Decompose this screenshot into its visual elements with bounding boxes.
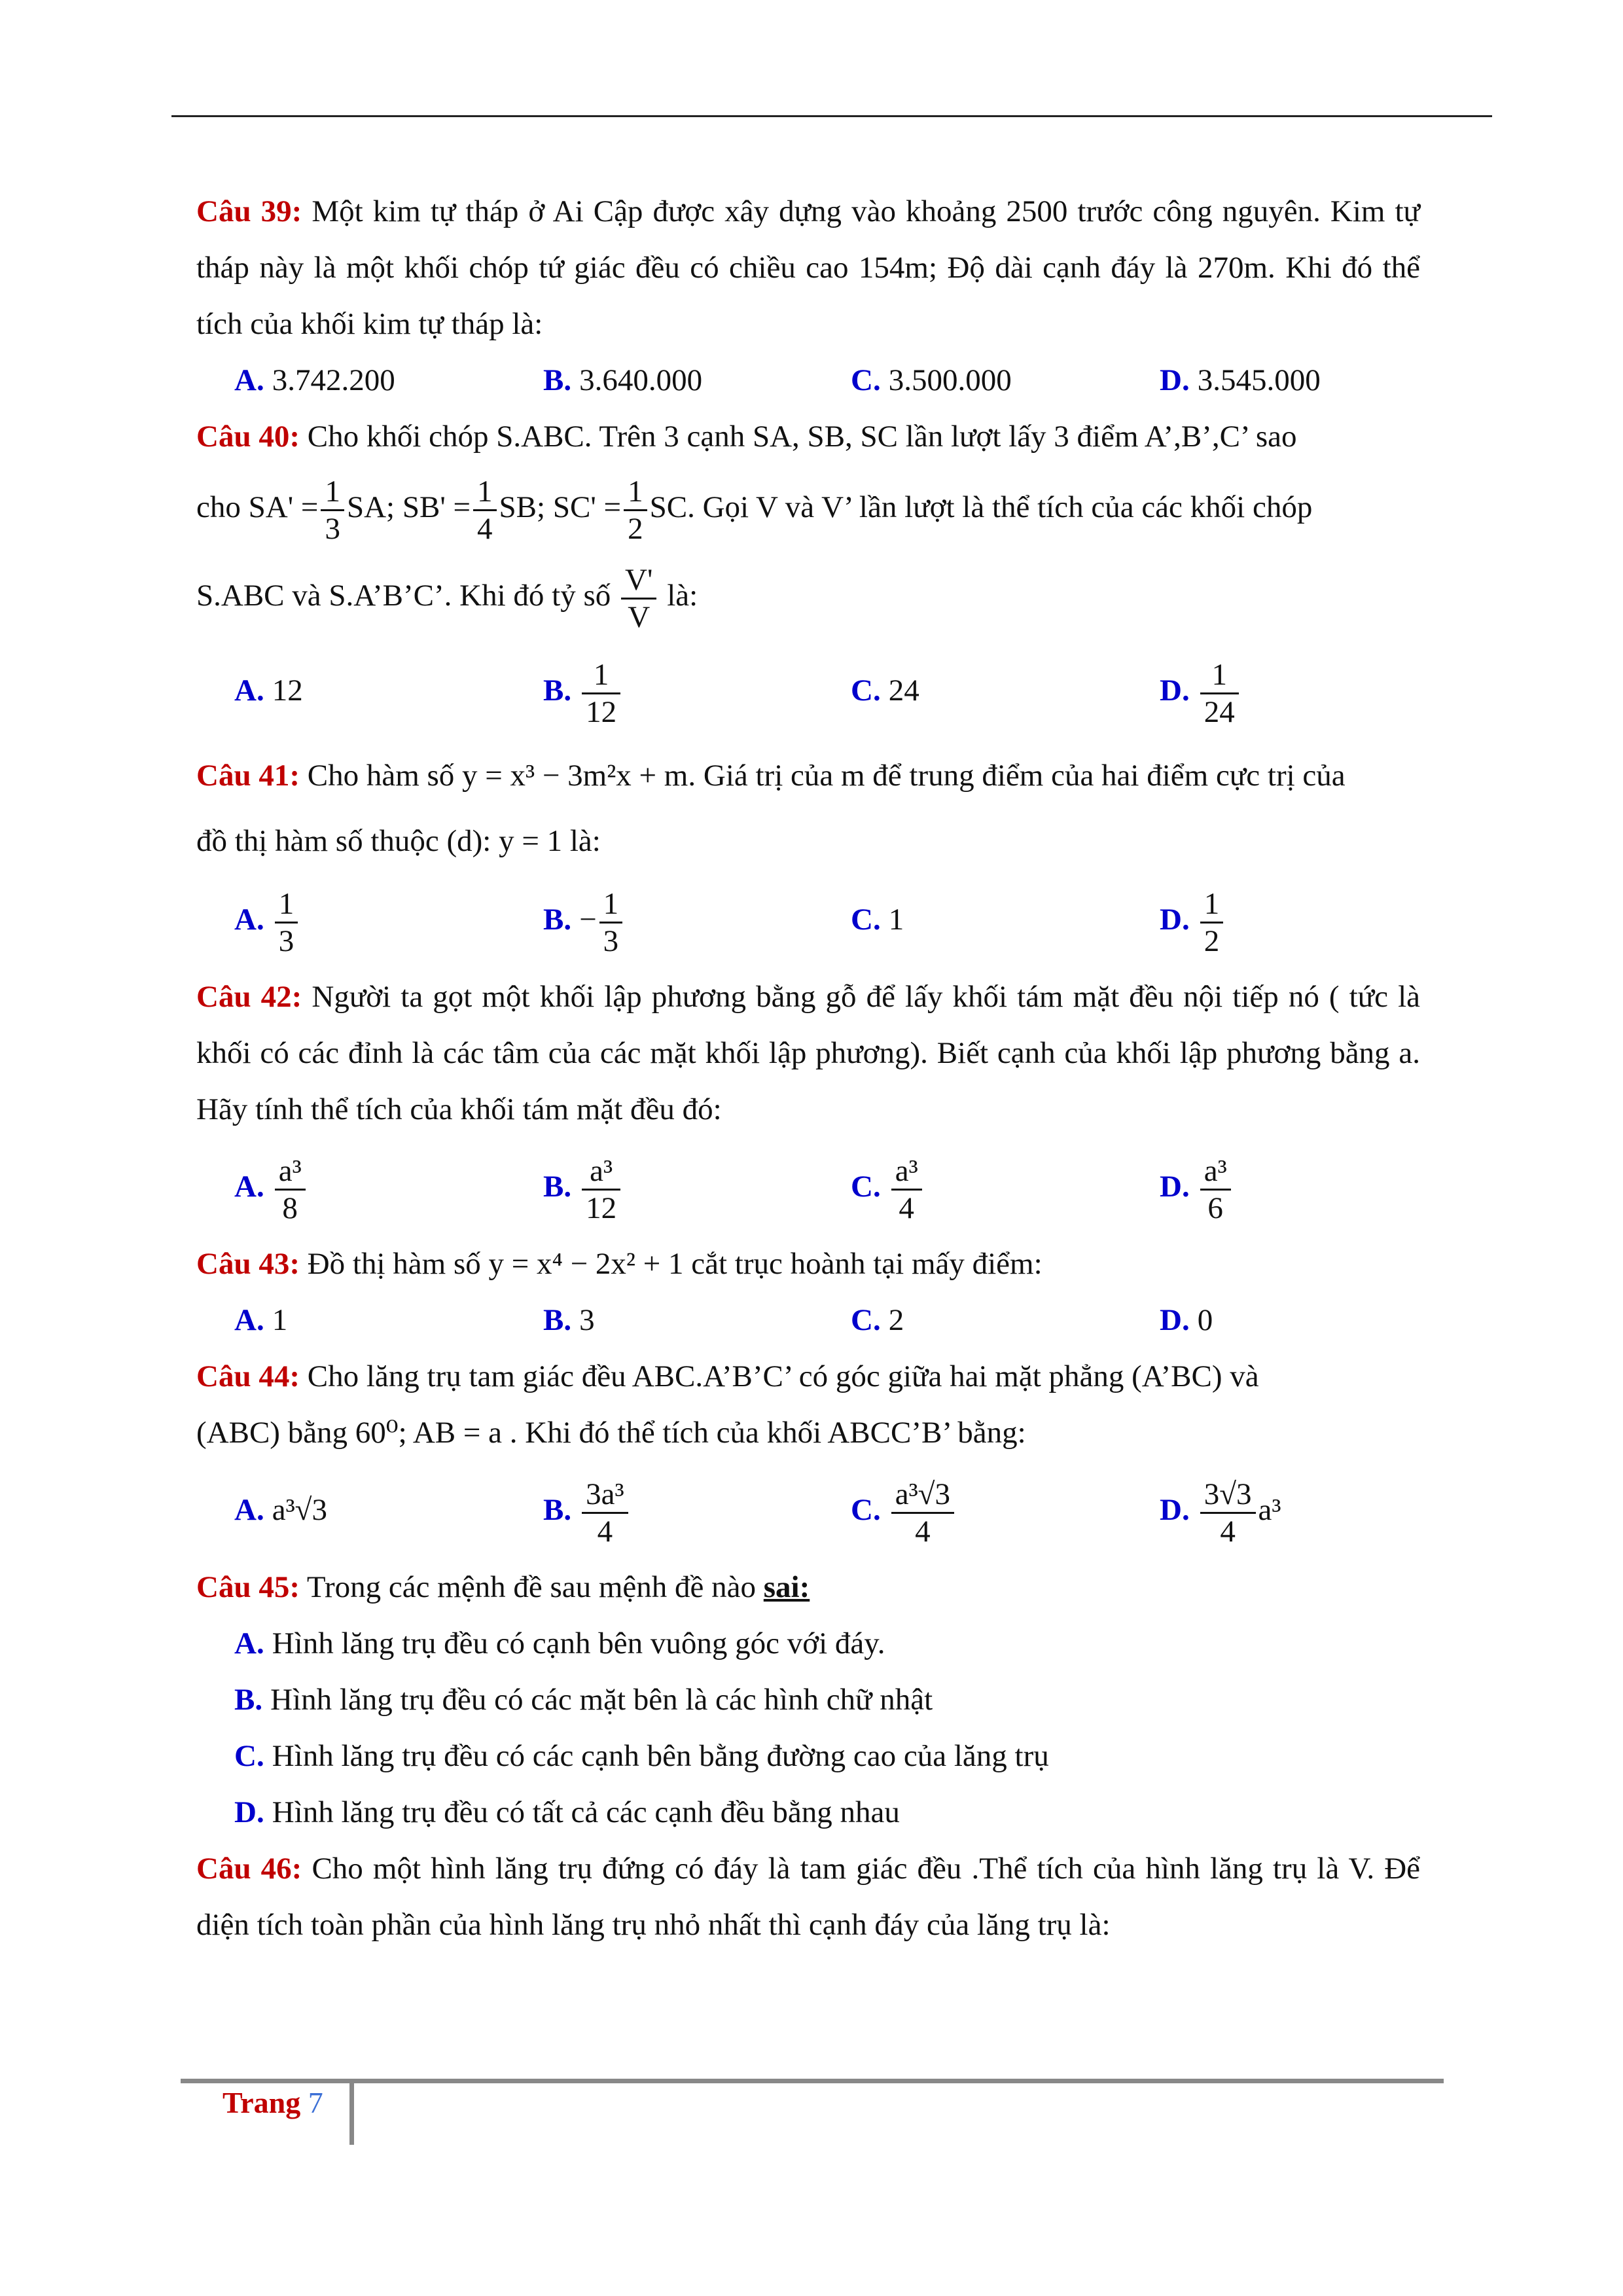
footer-rule	[181, 2079, 1444, 2083]
fraction: $\frac{1}{12}$	[582, 657, 620, 730]
option-c[interactable]: C. 2	[851, 1303, 904, 1337]
option-b[interactable]: B. $\frac{1}{12}$	[543, 641, 623, 740]
option-d[interactable]: D. 3.545.000	[1160, 363, 1321, 397]
option-d[interactable]: D. $\frac{1}{24}$	[1160, 641, 1241, 740]
option-a[interactable]: A. $\frac{1}{3}$	[234, 870, 300, 969]
question-42	[196, 969, 1420, 1138]
question-41-line2: đồ thị hàm số thuộc (d): y = 1 là:	[196, 824, 601, 858]
option-a[interactable]: A. 12	[234, 673, 303, 708]
option-b[interactable]: B. $\frac{\text{3a³}}{4}$	[543, 1461, 631, 1559]
fraction: $\frac{1}{24}$	[1200, 657, 1239, 730]
fraction: $\frac{\text{a³√3}}{4}$	[891, 1477, 954, 1549]
fraction: $\frac{1}{4}$	[473, 474, 497, 547]
question-label: Câu 44:	[196, 1359, 300, 1393]
question-40-equation-line: cho SA' = $\frac{1}{3}$ SA; SB' = $\frac{1}{4}$ SB; SC' = $\frac{1}{2}$ SC. Gọi V và V’ lần lượt là thể tích của các khối chóp	[196, 474, 1313, 546]
question-44-line2: (ABC) bằng 60⁰; AB = a . Khi đó thể tích của khối ABCC’B’ bằng:	[196, 1416, 1026, 1450]
question-39	[196, 183, 1420, 352]
question-text: Một kim tự tháp ở Ai Cập được xây dựng vào khoảng 2500 trước công nguyên. Kim tự tháp này là một khối chóp tứ giác đều có chiều cao 154m; Độ dài cạnh đáy là 270m. Khi đó thể tích của khối kim tự tháp là:	[196, 194, 1421, 341]
footer-label: Trang	[223, 2086, 301, 2119]
option-c[interactable]: C. Hình lăng trụ đều có các cạnh bên bằng đường cao của lăng trụ	[234, 1739, 1049, 1773]
answer-row	[196, 1292, 1420, 1348]
question-text: Người ta gọt một khối lập phương bằng gỗ để lấy khối tám mặt đều nội tiếp nó ( tức là khối có các đỉnh là các tâm của các mặt khối lập phương). Biết cạnh của khối lập phương bằng a. Hãy tính thể tích của khối tám mặt đều đó:	[196, 980, 1421, 1126]
option-a[interactable]: A. a³√3	[234, 1493, 327, 1527]
option-d[interactable]: D. Hình lăng trụ đều có tất cả các cạnh đều bằng nhau	[234, 1795, 900, 1829]
option-b[interactable]: B. Hình lăng trụ đều có các mặt bên là các hình chữ nhật	[234, 1683, 933, 1717]
option-d[interactable]: D. $\frac{3√3}{4}$ a³	[1160, 1477, 1281, 1549]
option-b[interactable]: B. 3.640.000	[543, 363, 703, 397]
option-a[interactable]: A. 3.742.200	[234, 363, 395, 397]
question-text: Cho một hình lăng trụ đứng có đáy là tam giác đều .Thể tích của hình lăng trụ là V. Để diện tích toàn phần của hình lăng trụ nhỏ nhất thì cạnh đáy của lăng trụ là:	[196, 1852, 1421, 1942]
option-c[interactable]: C. 24	[851, 673, 919, 708]
option-c[interactable]: C. $\frac{\text{a³}}{4}$	[851, 1138, 925, 1236]
page-number: 7	[308, 2086, 323, 2119]
option-a[interactable]: A. $\frac{\text{a³}}{8}$	[234, 1138, 308, 1236]
fraction: $\frac{\text{3a³}}{4}$	[582, 1477, 628, 1549]
fraction: $\frac{\text{a³}}{12}$	[582, 1153, 620, 1226]
ratio-fraction: $\frac{V'}{V}$	[621, 562, 656, 635]
question-46	[196, 1840, 1420, 1953]
fraction: $\frac{\text{a³}}{8}$	[275, 1153, 306, 1226]
option-b[interactable]: B. − $\frac{1}{3}$	[543, 870, 625, 969]
answer-row	[196, 641, 1420, 740]
question-43: Câu 43: Đồ thị hàm số y = x⁴ − 2x² + 1 cắt trục hoành tại mấy điểm:	[196, 1247, 1043, 1281]
answer-row	[196, 352, 1420, 408]
option-b[interactable]: B. 3	[543, 1303, 595, 1337]
footer-divider	[349, 2083, 354, 2145]
question-41: Câu 41: Cho hàm số y = x³ − 3m²x + m. Giá trị của m để trung điểm của hai điểm cực trị của	[196, 759, 1346, 793]
fraction: $\frac{1}{2}$	[624, 474, 647, 547]
fraction: $\frac{1}{2}$	[1200, 886, 1224, 959]
question-40	[196, 408, 1420, 465]
option-a[interactable]: A. 1	[234, 1303, 288, 1337]
question-label: Câu 42:	[196, 980, 302, 1014]
page-content	[196, 183, 1420, 1953]
function-expression: y = x⁴ − 2x² + 1	[488, 1247, 684, 1281]
question-text: Cho khối chóp S.ABC. Trên 3 cạnh SA, SB, SC lần lượt lấy 3 điểm A’,B’,C’ sao	[307, 420, 1297, 454]
question-label: Câu 39:	[196, 194, 302, 228]
question-40-ratio-line: S.ABC và S.A’B’C’. Khi đó tỷ số $\frac{V'}{V}$ là:	[196, 562, 698, 634]
option-d[interactable]: D. 0	[1160, 1303, 1213, 1337]
question-44: Câu 44: Cho lăng trụ tam giác đều ABC.A’B’C’ có góc giữa hai mặt phẳng (A’BC) và	[196, 1359, 1259, 1393]
option-c[interactable]: C. 1	[851, 903, 904, 937]
fraction: $\frac{1}{3}$	[275, 886, 298, 959]
question-label: Câu 40:	[196, 420, 300, 454]
fraction: $\frac{3√3}{4}$	[1200, 1477, 1256, 1549]
emphasis-word: sai:	[763, 1570, 810, 1604]
question-label: Câu 41:	[196, 759, 300, 793]
answer-row	[196, 870, 1420, 969]
page-footer	[223, 2085, 323, 2120]
question-45: Câu 45: Trong các mệnh đề sau mệnh đề nào sai:	[196, 1570, 810, 1604]
question-label: Câu 45:	[196, 1570, 300, 1604]
option-d[interactable]: D. $\frac{1}{2}$	[1160, 870, 1226, 969]
option-c[interactable]: C. $\frac{\text{a³√3}}{4}$	[851, 1461, 957, 1559]
option-c[interactable]: C. 3.500.000	[851, 363, 1012, 397]
fraction: $\frac{\text{a³}}{6}$	[1200, 1153, 1231, 1226]
header-rule	[171, 115, 1492, 117]
option-d[interactable]: D. $\frac{\text{a³}}{6}$	[1160, 1138, 1234, 1236]
fraction: $\frac{1}{3}$	[599, 886, 623, 959]
question-label: Câu 46:	[196, 1852, 302, 1886]
function-expression: y = x³ − 3m²x + m	[462, 759, 688, 793]
question-label: Câu 43:	[196, 1247, 300, 1281]
option-a[interactable]: A. Hình lăng trụ đều có cạnh bên vuông góc với đáy.	[234, 1626, 885, 1660]
option-b[interactable]: B. $\frac{\text{a³}}{12}$	[543, 1138, 623, 1236]
fraction: $\frac{\text{a³}}{4}$	[891, 1153, 922, 1226]
answer-row	[196, 1138, 1420, 1236]
fraction: $\frac{1}{3}$	[321, 474, 344, 547]
answer-row	[196, 1461, 1420, 1559]
